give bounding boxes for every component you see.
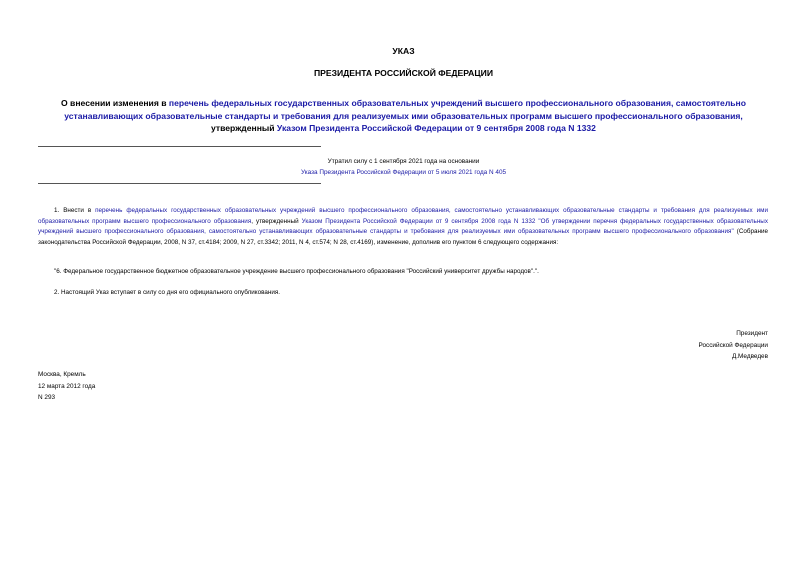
document-heading [40, 97, 767, 135]
heading-prefix: О внесении изменения в [60, 98, 169, 108]
signature-country: Российской Федерации [698, 341, 768, 349]
document-number: N 293 [38, 394, 56, 402]
place-date-block [38, 369, 95, 404]
place-city: Москва, Кремль [38, 371, 86, 378]
signature-name: Д.Медведев [731, 353, 768, 361]
place-date: 12 марта 2012 года [38, 382, 96, 390]
document-type-title: УКАЗ [392, 46, 415, 56]
quoted-item-6: "6. Федеральное государственное бюджетное образовательное учреждение высшего профессионального образования "Российский университет дружбы народов".". [54, 268, 539, 275]
paragraph-2: 2. Настоящий Указ вступает в силу со дня его официального опубликования. [54, 289, 281, 296]
lost-force-decree-link[interactable]: Указа Президента Российской Федерации от 5 июля 2021 года N 405 [300, 169, 507, 176]
lost-force-note: Утратил силу с 1 сентября 2021 года на основании [327, 158, 480, 165]
divider-bottom [38, 183, 321, 184]
divider-top [38, 146, 321, 147]
para1-prefix: 1. Внести в [54, 207, 96, 214]
heading-decree-link[interactable]: Указом Президента Российской Федерации от 9 сентября 2008 года N 1332 [276, 123, 596, 133]
para1-middle: , утвержденный [251, 217, 302, 225]
para1-decree-link[interactable]: Указом Президента Российской Федерации от 9 сентября 2008 года N 1332 "Об утверждении перечня федеральных государственных образовательных учреждений высшего профессионального образования, самостоятельно устанавливающих образовательные стандарты и требования для реализуемых ими образовательных программ высшего профессионального образования" [38, 217, 768, 236]
paragraph-1 [38, 206, 768, 248]
para1-list-link[interactable]: перечень федеральных государственных образовательных учреждений высшего профессионального образования, самостоятельно устанавливающих образовательные стандарты и требования для реализуемых ими образовательных программ высшего профессионального образования [38, 207, 769, 225]
issuer-title: ПРЕЗИДЕНТА РОССИЙСКОЙ ФЕДЕРАЦИИ [313, 68, 494, 78]
heading-list-link[interactable]: перечень федеральных государственных образовательных учреждений высшего профессионального образования, самостоятельно устанавливающих образовательные стандарты и требования для реализуемых ими образовательных программ высшего профессионального образования, [64, 98, 746, 121]
heading-middle: утвержденный [211, 123, 277, 133]
signature-block [699, 328, 769, 363]
para1-suffix: (Собрание законодательства Российской Федерации, 2008, N 37, ст.4184; 2009, N 27, ст.3342; 2011, N 4, ст.574; N 28, ст.4169), изменение, дополнив его пунктом 6 следующего содержания: [38, 228, 768, 246]
lost-force-link-line [0, 167, 807, 178]
signature-position: Президент [736, 330, 768, 337]
